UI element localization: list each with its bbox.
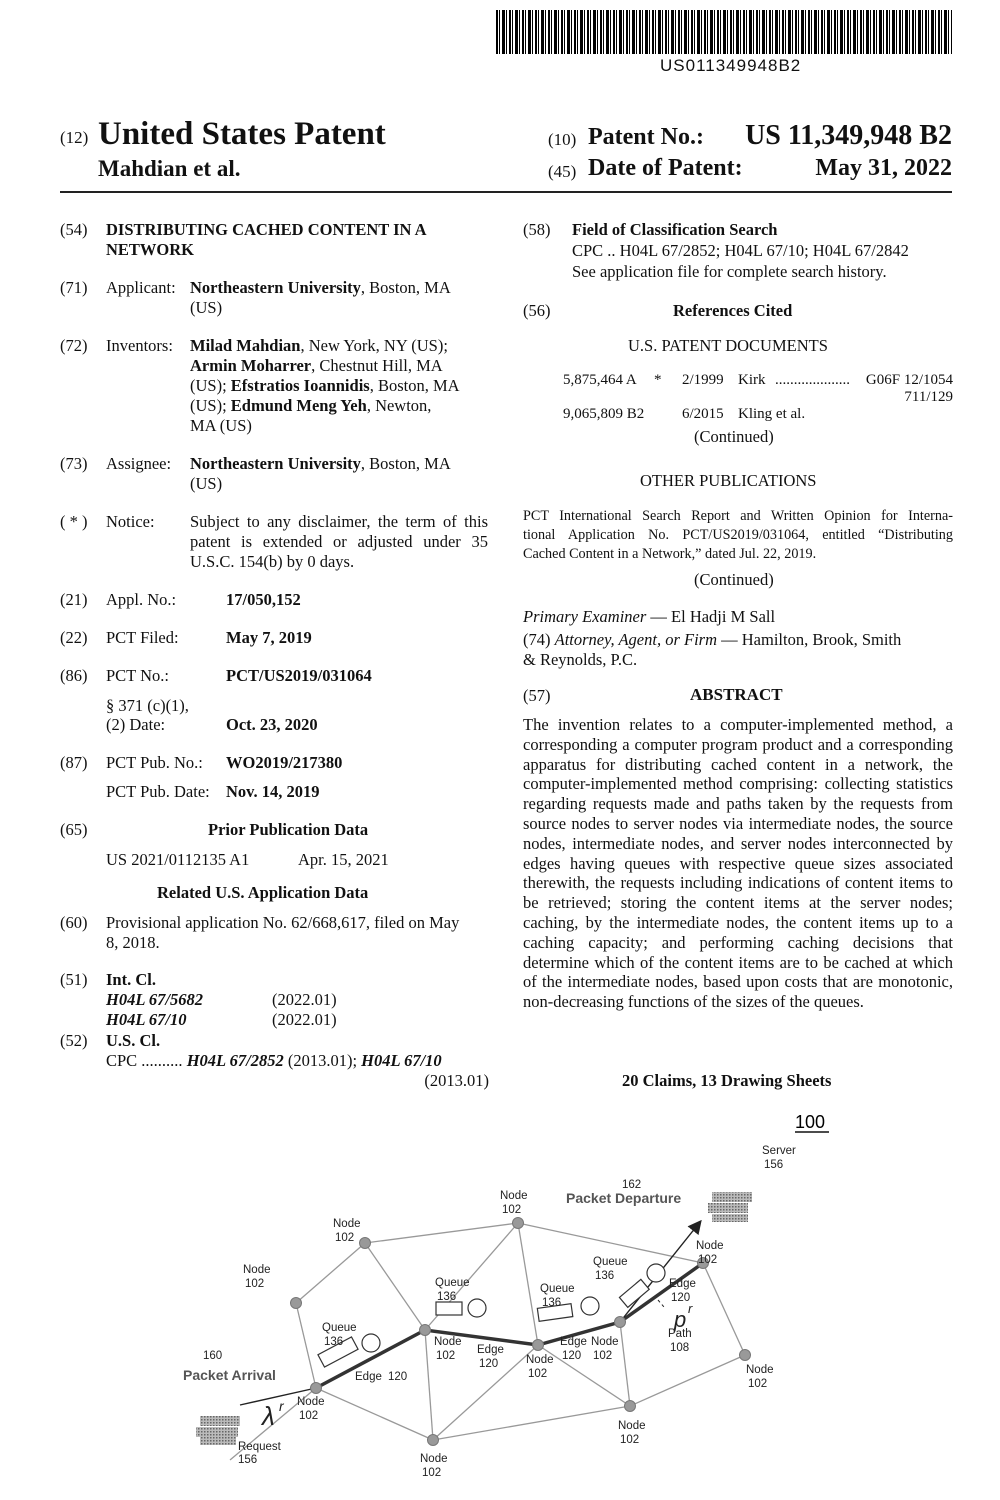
code-51: (51) bbox=[60, 970, 88, 989]
s371-line-2: (2) Date: bbox=[106, 715, 166, 734]
packet-path bbox=[316, 1263, 703, 1388]
other-publications-continued: (Continued) bbox=[694, 570, 774, 589]
node-number: 102 bbox=[593, 1350, 613, 1362]
applicant-location: , Boston, MA bbox=[360, 278, 451, 297]
applicant-line-1 bbox=[190, 278, 451, 298]
edge-label: Edge bbox=[477, 1344, 504, 1356]
abstract-text: The invention relates to a computer-implemented method, a corresponding a computer program product and a corresponding apparatus for distributing cached content in a network, the computer-implemented method comprising: collecting statistics regarding requests made and paths taken by the requests from source nodes to server nodes via intermediate nodes, the source nodes, intermediate nodes, and server nodes interconnected by edges having queues with respective queue sizes associated therewith, the requests including indications of content items to be retrieved; storing the content items at the server nodes; caching, by the intermediate nodes, the content items up to a caching capacity; and performing caching decisions that determine which of the content items are to be cached at which of the intermediate nodes, based upon costs that are monotonic, non-decreasing functions of the sizes of the queues. bbox=[523, 715, 953, 1012]
related-application-heading: Related U.S. Application Data bbox=[157, 883, 369, 902]
node-number: 102 bbox=[748, 1378, 768, 1390]
authors: Mahdian et al. bbox=[98, 156, 241, 181]
node-label: Node bbox=[420, 1453, 448, 1465]
inventor-1-name: Milad Mahdian bbox=[190, 336, 301, 355]
inventor-1-location: , New York, NY (US); bbox=[300, 336, 448, 355]
edge-label: Edge bbox=[560, 1336, 587, 1348]
node-label: Node bbox=[591, 1336, 619, 1348]
edge-number: 120 bbox=[479, 1358, 499, 1370]
applicant-name: Northeastern University bbox=[190, 278, 361, 297]
examiner-label: Primary Examiner bbox=[523, 607, 647, 626]
code-21: (21) bbox=[60, 590, 88, 609]
node-number: 102 bbox=[335, 1232, 355, 1244]
other-publications-heading: OTHER PUBLICATIONS bbox=[640, 471, 817, 490]
request-number: 156 bbox=[238, 1454, 258, 1466]
cpc-2: H04L 67/10 bbox=[361, 1051, 442, 1070]
field-search-note: See application file for complete search history. bbox=[572, 262, 887, 281]
queue-label: Queue bbox=[540, 1283, 575, 1295]
notice-line-1: Subject to any disclaimer, the term of this bbox=[190, 512, 488, 531]
appl-no-label: Appl. No.: bbox=[106, 590, 177, 609]
arrival-number: 160 bbox=[203, 1350, 223, 1362]
primary-examiner bbox=[523, 607, 775, 627]
ref-1-number: 5,875,464 A bbox=[563, 372, 637, 388]
inventor-line-4 bbox=[190, 396, 431, 416]
inventor-line-2 bbox=[190, 356, 443, 376]
other-pub-line-3: Cached Content in a Network,” dated Jul. 22, 2019. bbox=[523, 546, 817, 562]
code-22: (22) bbox=[60, 628, 88, 647]
int-cl-1-date: (2022.01) bbox=[272, 990, 337, 1009]
cpc-prefix: CPC .......... bbox=[106, 1051, 183, 1070]
pct-pub-no-label: PCT Pub. No.: bbox=[106, 753, 203, 772]
ref-1-dots: .................... bbox=[775, 372, 850, 388]
notice-line-3: U.S.C. 154(b) by 0 days. bbox=[190, 552, 355, 571]
cpc-1: H04L 67/2852 bbox=[186, 1051, 284, 1070]
attorney-label: Attorney, Agent, or Firm bbox=[554, 630, 718, 649]
title-line-1: DISTRIBUTING CACHED CONTENT IN A bbox=[106, 220, 427, 239]
inventor-2-location: , Chestnut Hill, MA bbox=[311, 356, 443, 375]
inventor-4-location: , Newton, bbox=[366, 396, 432, 415]
patent-number-label: Patent No.: bbox=[588, 124, 704, 150]
notice-line-2: patent is extended or adjusted under 35 bbox=[190, 532, 488, 551]
node-label: Node bbox=[746, 1364, 774, 1376]
code-60: (60) bbox=[60, 913, 88, 932]
pct-no: PCT/US2019/031064 bbox=[226, 666, 372, 685]
int-cl-1: H04L 67/5682 bbox=[106, 990, 204, 1009]
edge-number: 120 bbox=[671, 1292, 691, 1304]
figure-number: 100 bbox=[795, 1112, 826, 1132]
node-label: Node bbox=[696, 1240, 724, 1252]
barcode bbox=[496, 10, 952, 54]
path-number: 108 bbox=[670, 1342, 690, 1354]
patent-number: US 11,349,948 B2 bbox=[745, 120, 952, 151]
ref-1-class: G06F 12/1054 bbox=[865, 372, 953, 388]
queue-label: Queue bbox=[435, 1277, 470, 1289]
ref-2-date: 6/2015 bbox=[682, 406, 724, 422]
code-71: (71) bbox=[60, 278, 88, 297]
other-pub-line-2: tional Application No. PCT/US2019/031064, entitled “Distributing bbox=[523, 527, 953, 543]
field-search-heading: Field of Classification Search bbox=[572, 220, 778, 239]
prior-publication-date: Apr. 15, 2021 bbox=[298, 850, 389, 869]
assignee-line-2: (US) bbox=[190, 474, 223, 493]
inventor-3-prefix: (US); bbox=[190, 376, 231, 395]
code-86: (86) bbox=[60, 666, 88, 685]
server-icon bbox=[708, 1192, 752, 1222]
code-65: (65) bbox=[60, 820, 88, 839]
node-label: Node bbox=[297, 1396, 325, 1408]
code-56: (56) bbox=[523, 301, 551, 320]
code-45: (45) bbox=[548, 162, 577, 181]
server-label: Server bbox=[762, 1145, 796, 1157]
node-number: 102 bbox=[528, 1368, 548, 1380]
attorney-line-1 bbox=[523, 630, 901, 650]
node-label: Node bbox=[333, 1218, 361, 1230]
title-line-2: NETWORK bbox=[106, 240, 195, 259]
claims-summary: 20 Claims, 13 Drawing Sheets bbox=[622, 1071, 832, 1090]
ref-1-class-2: 711/129 bbox=[904, 389, 953, 405]
departure-number: 162 bbox=[622, 1179, 642, 1191]
header-rule bbox=[60, 191, 952, 193]
node-number: 102 bbox=[698, 1254, 718, 1266]
pct-filed-date: May 7, 2019 bbox=[226, 628, 312, 647]
int-cl-2: H04L 67/10 bbox=[106, 1010, 187, 1029]
path-pointer bbox=[658, 1300, 664, 1307]
edge-label: Edge bbox=[669, 1278, 696, 1290]
other-pub-line-1: PCT International Search Report and Written Opinion for Interna- bbox=[523, 508, 953, 524]
assignee-location: , Boston, MA bbox=[360, 454, 451, 473]
ref-1-name: Kirk bbox=[738, 372, 766, 388]
references-heading: References Cited bbox=[673, 301, 793, 320]
ref-1-date: 2/1999 bbox=[682, 372, 724, 388]
code-12: (12) bbox=[60, 128, 89, 147]
code-87: (87) bbox=[60, 753, 88, 772]
document-type: United States Patent bbox=[98, 116, 386, 152]
date-label: Date of Patent: bbox=[588, 155, 743, 181]
inventor-4-name: Edmund Meng Yeh bbox=[230, 396, 367, 415]
queue-label: Queue bbox=[593, 1256, 628, 1268]
notice-label: Notice: bbox=[106, 512, 155, 531]
inventor-line-3 bbox=[190, 376, 460, 396]
pct-filed-label: PCT Filed: bbox=[106, 628, 179, 647]
node-label: Node bbox=[243, 1264, 271, 1276]
edge-label: Edge bbox=[355, 1371, 382, 1383]
network-edges bbox=[230, 1223, 745, 1460]
field-search-cpc: CPC .. H04L 67/2852; H04L 67/10; H04L 67/2842 bbox=[572, 241, 909, 260]
path-label: Path bbox=[668, 1328, 692, 1340]
code-72: (72) bbox=[60, 336, 88, 355]
assignee-label: Assignee: bbox=[106, 454, 172, 473]
inventor-line-5: MA (US) bbox=[190, 416, 252, 435]
s371-line-1: § 371 (c)(1), bbox=[106, 696, 189, 715]
request-icon bbox=[196, 1416, 240, 1445]
references-continued: (Continued) bbox=[694, 427, 774, 446]
code-57: (57) bbox=[523, 686, 551, 705]
cpc-line bbox=[106, 1051, 442, 1071]
assignee-name: Northeastern University bbox=[190, 454, 361, 473]
queue-number: 136 bbox=[437, 1291, 457, 1303]
node-label: Node bbox=[526, 1354, 554, 1366]
ref-1-star: * bbox=[654, 372, 662, 388]
applicant-line-2: (US) bbox=[190, 298, 223, 317]
diagram-labels bbox=[183, 1145, 796, 1479]
lambda-symbol: λ bbox=[262, 1401, 275, 1431]
inventor-4-prefix: (US); bbox=[190, 396, 231, 415]
edge-number: 120 bbox=[562, 1350, 582, 1362]
ref-2-name: Kling et al. bbox=[738, 406, 806, 422]
node-number: 102 bbox=[299, 1410, 319, 1422]
pct-pub-date-label: PCT Pub. Date: bbox=[106, 782, 210, 801]
node-label: Node bbox=[434, 1336, 462, 1348]
node-label: Node bbox=[500, 1190, 528, 1202]
pct-no-label: PCT No.: bbox=[106, 666, 169, 685]
applicant-label: Applicant: bbox=[106, 278, 176, 297]
cpc-2-date: (2013.01) bbox=[424, 1071, 489, 1090]
s371-date: Oct. 23, 2020 bbox=[226, 715, 318, 734]
inventors-label: Inventors: bbox=[106, 336, 173, 355]
appl-no: 17/050,152 bbox=[226, 590, 301, 609]
provisional-line-1: Provisional application No. 62/668,617, filed on May bbox=[106, 913, 460, 932]
queue-number: 136 bbox=[324, 1336, 344, 1348]
code-58: (58) bbox=[523, 220, 551, 239]
departure-label: Packet Departure bbox=[566, 1190, 682, 1206]
inventor-line-1 bbox=[190, 336, 448, 356]
network-diagram bbox=[0, 1100, 1000, 1490]
code-52: (52) bbox=[60, 1031, 88, 1050]
us-cl-label: U.S. Cl. bbox=[106, 1031, 161, 1050]
barcode-number: US011349948B2 bbox=[660, 56, 802, 75]
ref-2-number: 9,065,809 B2 bbox=[563, 406, 645, 422]
code-54: (54) bbox=[60, 220, 88, 239]
patent-date: May 31, 2022 bbox=[815, 155, 952, 181]
pct-pub-no: WO2019/217380 bbox=[226, 753, 343, 772]
node-number: 102 bbox=[502, 1204, 522, 1216]
request-label: Request bbox=[238, 1441, 281, 1453]
node-number: 102 bbox=[245, 1278, 265, 1290]
attorney-name: — Hamilton, Brook, Smith bbox=[717, 630, 902, 649]
provisional-line-2: 8, 2018. bbox=[106, 933, 160, 952]
prior-publication-number: US 2021/0112135 A1 bbox=[106, 850, 250, 869]
inventor-3-name: Efstratios Ioannidis bbox=[230, 376, 370, 395]
pct-pub-date: Nov. 14, 2019 bbox=[226, 782, 320, 801]
abstract-heading: ABSTRACT bbox=[690, 685, 783, 704]
examiner-name: — El Hadji M Sall bbox=[646, 607, 776, 626]
queue-label: Queue bbox=[322, 1322, 357, 1334]
code-74: (74) bbox=[523, 630, 551, 649]
node-label: Node bbox=[618, 1420, 646, 1432]
lambda-superscript: r bbox=[279, 1398, 284, 1414]
int-cl-2-date: (2022.01) bbox=[272, 1010, 337, 1029]
path-symbol: p bbox=[674, 1307, 687, 1332]
code-notice: ( * ) bbox=[60, 512, 88, 531]
queue-number: 136 bbox=[542, 1297, 562, 1309]
queue-number: 136 bbox=[595, 1270, 615, 1282]
node-number: 102 bbox=[436, 1350, 456, 1362]
code-10: (10) bbox=[548, 130, 577, 149]
us-docs-heading: U.S. PATENT DOCUMENTS bbox=[628, 336, 828, 355]
path-superscript: r bbox=[688, 1301, 693, 1316]
edge-number: 120 bbox=[388, 1371, 408, 1383]
inventor-3-location: , Boston, MA bbox=[369, 376, 460, 395]
node-number: 102 bbox=[620, 1434, 640, 1446]
prior-publication-heading: Prior Publication Data bbox=[208, 820, 369, 839]
int-cl-label: Int. Cl. bbox=[106, 970, 156, 989]
arrival-label: Packet Arrival bbox=[183, 1367, 276, 1383]
node-number: 102 bbox=[422, 1467, 442, 1479]
inventor-2-name: Armin Moharrer bbox=[190, 356, 312, 375]
assignee-line-1 bbox=[190, 454, 451, 474]
cpc-1-date: (2013.01); bbox=[287, 1051, 358, 1070]
server-number: 156 bbox=[764, 1159, 784, 1171]
attorney-line-2: & Reynolds, P.C. bbox=[523, 650, 638, 669]
code-73: (73) bbox=[60, 454, 88, 473]
